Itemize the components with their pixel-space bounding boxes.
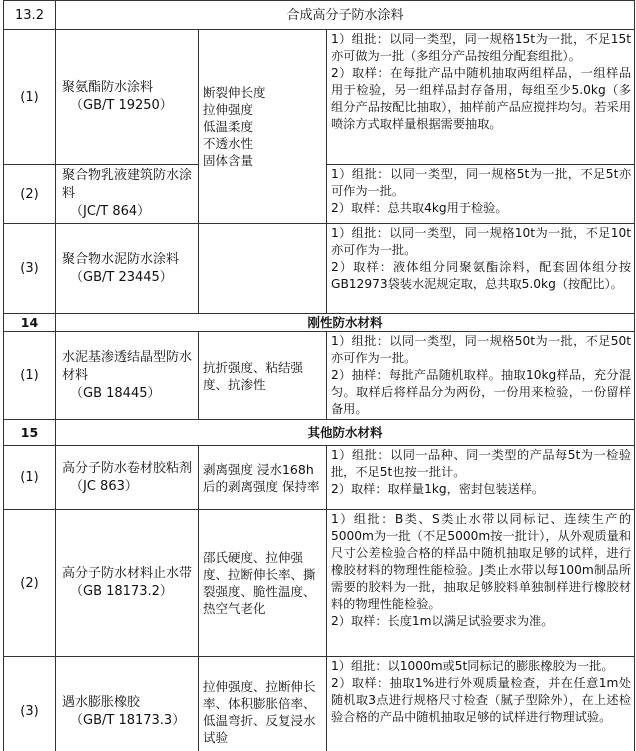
material-name: [56, 165, 199, 224]
table-row: [4, 224, 635, 314]
sampling-method: 2）取样：抽取1%进行外观质量检查，并在任意1m处随机取3点进行规格尺寸检查（腻子型除外），在上述检验合格的产品中随机抽取足够的试样进行物理试验。: [331, 676, 632, 724]
batch-rule: 1）组批：以1000m或5t同标记的膨胀橡胶为一批。: [331, 659, 614, 673]
batch-rule: 1）组批：B类、S类止水带以同标记、连续生产的5000m为一批（不足5000m按一批计），从外观质量和尺寸公差检验合格的样品中随机抽取足够的试样，进行橡胶材料的物理性能检验。J类止水带以每100m制品所需要的胶料为一批，抽取足够胶料单独制样进行橡胶材料的物理性能检验。: [331, 512, 632, 611]
test-items: 拉伸强度、拉断伸长率、体积膨胀倍率、低温弯折、反复浸水试验: [199, 657, 327, 751]
section-header-14: [4, 314, 635, 332]
sampling-rule: [327, 510, 635, 657]
section-header-13-2: [4, 1, 635, 30]
material-standard: （GB/T 19250）: [70, 98, 173, 113]
sampling-method: 2）抽样：每批产品随机取样。抽取10kg样品，充分混匀。取样后将样品分为两份，一份用来检验，一份留样备用。: [331, 368, 632, 416]
table-row: [4, 30, 635, 165]
table-row: [4, 446, 635, 510]
row-number: (1): [4, 332, 56, 420]
sampling-rule: [327, 224, 635, 314]
sampling-method: 2）取样：取样量1kg，密封包装送样。: [331, 482, 545, 496]
batch-rule: 1）组批：以同一类型，同一规格15t为一批，不足15t亦可做为一批（多组分产品按组分配套组批）。: [331, 32, 632, 63]
material-name: [56, 332, 199, 420]
test-items-empty: [199, 224, 327, 314]
material-title: 聚氨酯防水涂料: [62, 80, 154, 95]
section-header-15: [4, 420, 635, 446]
batch-rule: 1）组批：以同一类型，同一规格5t为一批，不足5t亦可作为一批。: [331, 167, 632, 198]
test-item: 固体含量: [203, 153, 254, 168]
section-number: 15: [4, 420, 56, 446]
row-number: (2): [4, 165, 56, 224]
section-title: 其他防水材料: [56, 420, 635, 446]
batch-rule: 1）组批：以同一类型，同一规格10t为一批，不足10t亦可作为一批。: [331, 226, 632, 257]
sampling-rule: [327, 332, 635, 420]
material-title: 聚合物乳液建筑防水涂料: [62, 168, 193, 201]
material-standard: （JC/T 864）: [70, 204, 151, 219]
sampling-rule: [327, 657, 635, 751]
material-title: 高分子防水卷材胶粘剂: [62, 460, 193, 476]
test-items: [199, 30, 327, 224]
material-name: [56, 224, 199, 314]
section-number: 13.2: [4, 1, 56, 30]
material-standard: （JC 863）: [70, 478, 138, 494]
table-row: [4, 657, 635, 751]
material-title: 聚合物水泥防水涂料: [62, 251, 180, 267]
section-title: 刚性防水材料: [56, 314, 635, 332]
sampling-rule: [327, 165, 635, 224]
test-items: 邵氏硬度、拉伸强度、拉断伸长率、撕裂强度、脆性温度、热空气老化: [199, 510, 327, 657]
section-title: 合成高分子防水涂料: [56, 1, 635, 30]
material-name: [56, 30, 199, 165]
batch-rule: 1）组批：以同一类型，同一规格50t为一批，不足50t亦可作为一批。: [331, 334, 632, 365]
section-number: 14: [4, 314, 56, 332]
material-standard: （GB 18173.2）: [70, 584, 173, 599]
row-number: (3): [4, 224, 56, 314]
table-row: [4, 332, 635, 420]
batch-rule: 1）组批：以同一品种、同一类型的产品每5t为一检验批，不足5t也按一批计。: [331, 448, 632, 479]
material-standard: （GB 18445）: [70, 385, 161, 401]
material-standard: （GB/T 23445）: [70, 269, 173, 285]
row-number: (1): [4, 30, 56, 165]
sampling-method: 2）取样：在每批产品中随机抽取两组样品，一组样品用于检验，另一组样品封存备用，每组至少5.0kg（多组分产品按配比抽取），抽样前产品应搅拌均匀。若采用喷涂方式取样量根据需要抽取。: [331, 66, 632, 131]
row-number: (1): [4, 446, 56, 510]
table-row: [4, 510, 635, 657]
sampling-rule: [327, 446, 635, 510]
test-items: 剥离强度 浸水168h后的剥离强度 保持率: [199, 446, 327, 510]
test-item: 不透水性: [203, 136, 254, 151]
sampling-method: 2）取样：长度1m以满足试验要求为准。: [331, 614, 554, 628]
material-title: 高分子防水材料止水带: [62, 566, 193, 581]
material-standard: （GB/T 18173.3）: [70, 712, 186, 728]
standards-table: [3, 0, 635, 751]
test-items: 抗折强度、粘结强度、抗渗性: [199, 332, 327, 420]
material-title: 遇水膨胀橡胶: [62, 694, 141, 710]
material-name: [56, 510, 199, 657]
sampling-method: 2）取样：液体组分同聚氨酯涂料，配套固体组分按GB12973袋装水泥规定取，总共取5.0kg（按配比）。: [331, 260, 632, 291]
material-name: [56, 657, 199, 751]
standards-table-frame: [3, 0, 635, 751]
test-item: 断裂伸长度: [203, 85, 266, 100]
material-name: [56, 446, 199, 510]
row-number: (2): [4, 510, 56, 657]
test-item: 拉伸强度: [203, 102, 254, 117]
sampling-rule: [327, 30, 635, 165]
row-number: (3): [4, 657, 56, 751]
sampling-method: 2）取样：总共取4kg用于检验。: [331, 201, 508, 215]
test-item: 低温柔度: [203, 119, 254, 134]
material-title: 水泥基渗透结晶型防水材料: [62, 349, 193, 383]
